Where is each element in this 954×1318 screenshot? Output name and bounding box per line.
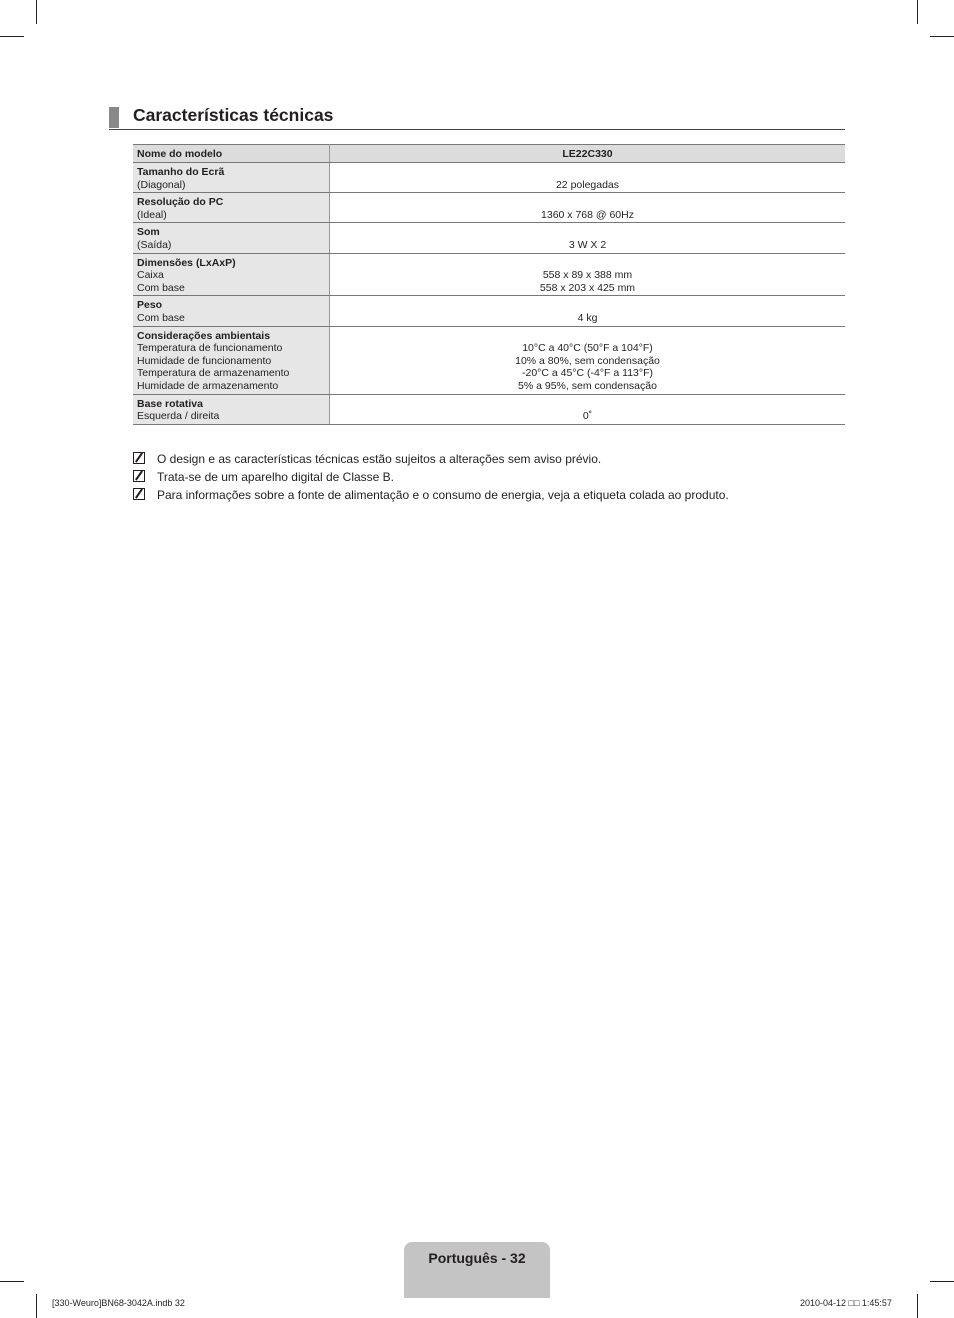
row-label: Base rotativa — [137, 397, 203, 410]
table-row — [133, 253, 845, 296]
row-value: 3 W X 2 — [568, 238, 607, 251]
crop-mark — [917, 1294, 918, 1318]
crop-mark — [36, 1294, 37, 1318]
table-row — [133, 326, 845, 394]
row-label: Som — [137, 226, 160, 239]
row-sublabel: Humidade de armazenamento — [137, 379, 279, 392]
crop-mark — [36, 0, 37, 24]
crop-mark — [930, 36, 954, 37]
row-label: Tamanho do Ecrã — [137, 166, 225, 178]
row-value-cell — [330, 223, 846, 253]
row-sublabel: Caixa — [137, 269, 164, 282]
row-value: 1360 x 768 @ 60Hz — [541, 208, 634, 221]
note-item — [133, 487, 845, 505]
row-sublabel: (Ideal) — [137, 208, 167, 221]
row-sublabel: Temperatura de armazenamento — [137, 367, 290, 380]
note-icon — [133, 488, 145, 500]
row-value: 0˚ — [582, 410, 593, 423]
row-value: 22 polegadas — [555, 178, 620, 191]
slug-right: 2010-04-12 □□ 1:45:57 — [800, 1298, 892, 1308]
row-sublabel: Com base — [137, 281, 185, 294]
table-row — [133, 193, 845, 223]
note-text: O design e as características técnicas estão sujeitos a alterações sem aviso prévio. — [157, 452, 602, 466]
slug-left: [330-Weuro]BN68-3042A.indb 32 — [52, 1298, 185, 1308]
row-value: 10°C a 40°C (50°F a 104°F) — [522, 342, 653, 355]
table-row — [133, 223, 845, 253]
table-row — [133, 296, 845, 326]
note-icon — [133, 470, 145, 482]
row-value-cell — [330, 394, 846, 424]
row-sublabel: Temperatura de funcionamento — [137, 342, 283, 355]
table-header-row — [133, 145, 845, 163]
crop-mark — [930, 1281, 954, 1282]
row-label-cell — [133, 253, 330, 296]
header-value: LE22C330 — [330, 145, 846, 163]
row-value-cell — [330, 163, 846, 193]
row-value: -20°C a 45°C (-4°F a 113°F) — [522, 367, 653, 380]
note-item — [133, 451, 845, 469]
row-sublabel: (Saída) — [137, 238, 172, 251]
header-label: Nome do modelo — [133, 145, 330, 163]
row-sublabel: (Diagonal) — [137, 178, 186, 191]
row-label: Peso — [137, 299, 163, 312]
table-row — [133, 163, 845, 193]
row-value: 558 x 203 x 425 mm — [539, 281, 636, 294]
crop-mark — [0, 36, 24, 37]
row-label-cell — [133, 394, 330, 424]
section-header — [109, 107, 845, 130]
crop-mark — [917, 0, 918, 24]
row-label: Dimensões (LxAxP) — [137, 256, 236, 269]
section-marker — [109, 107, 119, 128]
page-number: Português - 32 — [428, 1250, 526, 1266]
page-tab — [404, 1242, 550, 1298]
row-label: Resolução do PC — [137, 196, 224, 209]
notes-list — [133, 451, 845, 505]
row-value-cell — [330, 193, 846, 223]
row-value: 5% a 95%, sem condensação — [518, 379, 657, 392]
row-value-cell — [330, 296, 846, 326]
row-sublabel: Com base — [137, 311, 185, 324]
row-value: 558 x 89 x 388 mm — [542, 269, 633, 282]
row-value: 4 kg — [577, 311, 598, 324]
row-label: Considerações ambientais — [137, 329, 271, 342]
row-sublabel: Esquerda / direita — [137, 410, 220, 423]
row-label-cell — [133, 163, 330, 193]
crop-mark — [0, 1281, 24, 1282]
row-label-cell — [133, 193, 330, 223]
row-value: 10% a 80%, sem condensação — [515, 354, 660, 367]
note-item — [133, 469, 845, 487]
row-value-cell — [330, 253, 846, 296]
row-label-cell — [133, 296, 330, 326]
row-label-cell — [133, 326, 330, 394]
row-value-cell — [330, 326, 846, 394]
note-text: Trata-se de um aparelho digital de Classe B. — [157, 470, 395, 484]
spec-table — [133, 144, 845, 425]
table-row — [133, 394, 845, 424]
row-label-cell — [133, 223, 330, 253]
row-sublabel: Humidade de funcionamento — [137, 354, 272, 367]
note-text: Para informações sobre a fonte de alimentação e o consumo de energia, veja a etiqueta colada ao produto. — [157, 488, 729, 502]
note-icon — [133, 452, 145, 464]
section-title: Características técnicas — [133, 105, 334, 125]
